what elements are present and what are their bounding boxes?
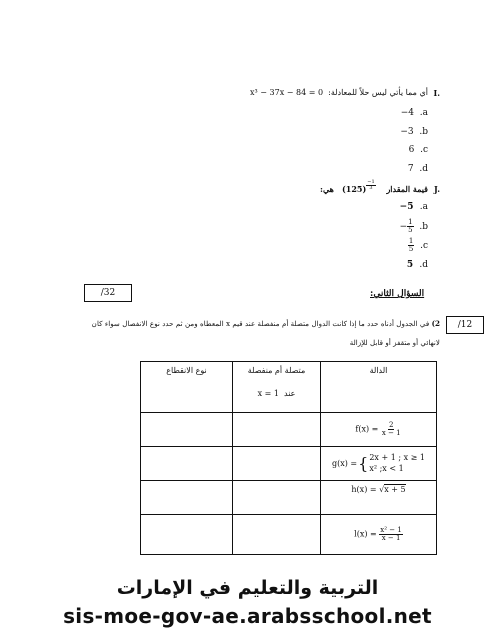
q2-text-line1: في الجدول أدناه حدد ما إذا كانت الدوال متصلة أم منفصلة عند قيم x المعطاه ومن ثم حدد نوع الانفصال سواء كان <box>91 319 430 328</box>
question-j-label: J. <box>434 184 440 194</box>
question-j-expression: (125) $^{\frac{-1}{3}}$ <box>342 179 375 194</box>
continuity-table <box>140 361 437 555</box>
question-i <box>240 88 440 102</box>
option-j-c: $\frac{1}{5}$ .c <box>408 237 428 253</box>
cell-type-l[interactable] <box>141 515 233 555</box>
cell-func-h: h(x) = √x + 5 <box>321 481 437 515</box>
option-j-a: −5 .a <box>399 202 428 212</box>
cell-cont-g[interactable] <box>233 447 321 481</box>
q2-line2: لانهائي أو متقفز أو قابل للإزالة <box>349 338 440 347</box>
cell-type-h[interactable] <box>141 481 233 515</box>
table-row <box>141 413 437 447</box>
cell-cont-h[interactable] <box>233 481 321 515</box>
option-i-d: 7 .d <box>407 164 428 174</box>
question-j-text: قيمة المقدار <box>386 184 428 194</box>
option-i-c: 6 .c <box>408 145 428 155</box>
cell-func-l: l(x) = $\frac{\text{x² − 1}}{x - 1}$ <box>321 515 437 555</box>
cell-func-f: f(x) = $\frac{2}{x - 1}$ <box>321 413 437 447</box>
table-row <box>141 481 437 515</box>
cell-func-g: g(x) = { 2x + 1 ; x ≥ 1 x² ;x < 1 <box>321 447 437 481</box>
option-j-d: 5 .d <box>406 260 428 270</box>
cell-cont-f[interactable] <box>233 413 321 447</box>
cell-type-f[interactable] <box>141 413 233 447</box>
table-row <box>141 515 437 555</box>
footer-line1: التربية والتعليم في الإمارات <box>116 577 379 599</box>
q2-score-box: /12 <box>446 316 484 334</box>
table-row <box>141 447 437 481</box>
q2-line1 <box>60 319 440 328</box>
section2-score-box: /32 <box>84 284 132 302</box>
cell-type-g[interactable] <box>141 447 233 481</box>
q2-number: 2) <box>431 319 440 328</box>
option-i-b: −3 .b <box>400 127 428 137</box>
question-j-suffix: هي: <box>320 184 334 194</box>
question-j <box>320 180 440 196</box>
question-i-equation: x³ − 37x − 84 = 0 <box>250 88 324 97</box>
option-j-b: − $\frac{1}{5}$ .b <box>399 218 428 234</box>
header-function: الدالة <box>321 362 437 413</box>
section2-title: السؤال الثاني: <box>370 289 425 299</box>
header-continuity: متصلة أم منفصلة عند x = 1 <box>233 362 321 413</box>
cell-cont-l[interactable] <box>233 515 321 555</box>
question-i-label: I. <box>433 88 440 98</box>
footer-line2: sis-moe-gov-ae.arabsschool.net <box>63 604 432 628</box>
header-discontinuity-type: نوع الانقطاع <box>141 362 233 413</box>
question-i-text: أي مما يأتي ليس حلاً للمعادلة: <box>328 88 428 97</box>
option-i-a: −4 .a <box>400 108 428 118</box>
